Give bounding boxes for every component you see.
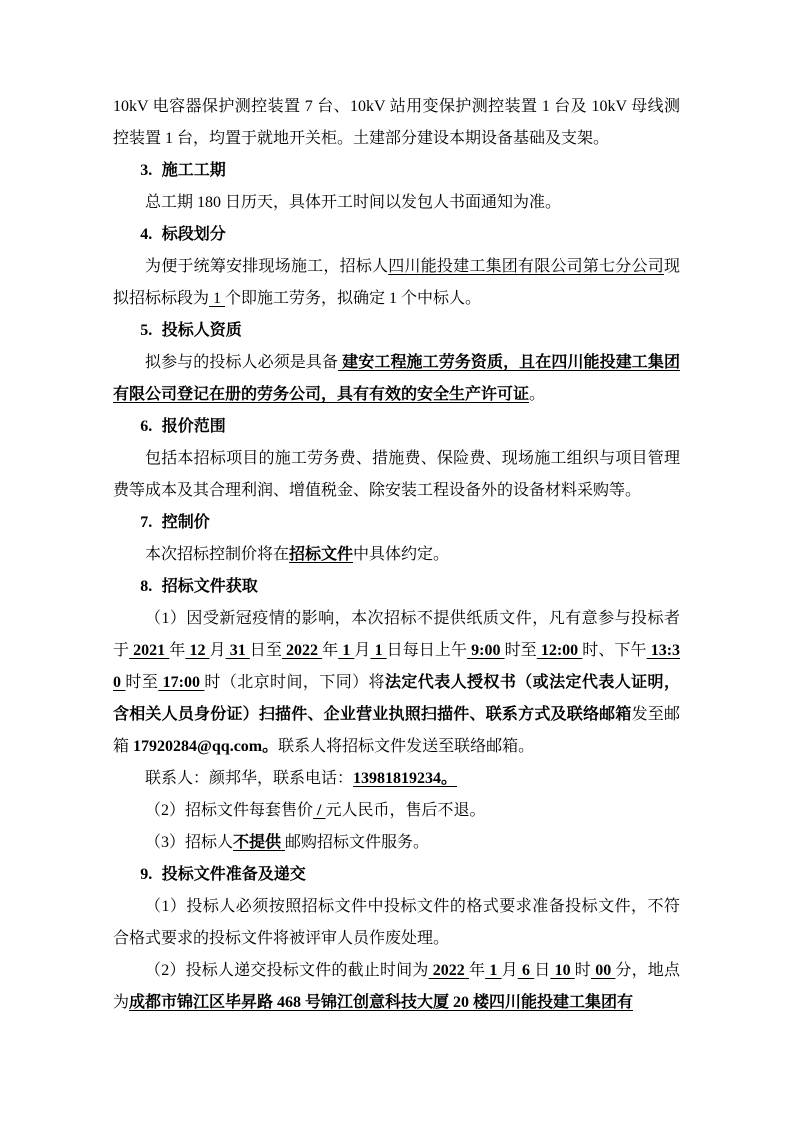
section-heading	[113, 411, 680, 443]
text-run: 不提供	[233, 834, 286, 851]
text-run: 中具体约定。	[353, 546, 450, 563]
text-run: 拟参与的投标人必须是具备	[145, 354, 339, 371]
text-run: /	[313, 802, 326, 819]
text-run: 联系人：颜邦华，联系电话：	[145, 770, 354, 787]
text-run: 成都市锦江区毕昇路 468 号锦江创意科技大厦 20 楼四川能投建工集团有	[129, 994, 634, 1011]
text-run: 13:30	[113, 642, 681, 691]
text-run: 10kV 电容器保护测控装置 7 台、10kV 站用变保护测控装置 1 台及 10kV 母线测控装置 1 台，均置于就地开关柜。土建部分建设本期设备基础及支架。	[113, 98, 680, 147]
paragraph	[113, 891, 680, 955]
text-run: 日	[534, 962, 551, 979]
text-run: 年	[468, 962, 486, 979]
section-number: 3.	[140, 162, 153, 179]
text-run: （2）投标人递交投标文件的截止时间为	[145, 962, 429, 979]
section-title: 控制价	[161, 514, 210, 531]
paragraph	[113, 91, 680, 155]
text-run: 为便于统筹安排现场施工，招标人	[145, 258, 389, 275]
text-run: 年	[322, 642, 339, 659]
section-heading	[113, 219, 680, 251]
text-run: 时（北京时间，下同）将	[204, 674, 385, 691]
paragraph	[113, 347, 680, 411]
paragraph	[113, 795, 680, 827]
section-heading	[113, 315, 680, 347]
section-heading	[113, 507, 680, 539]
text-run: 发至邮箱	[113, 706, 680, 755]
text-run: 2022	[281, 642, 323, 659]
text-run: 1	[370, 642, 387, 659]
text-run: 时、下午	[582, 642, 647, 659]
section-number: 9.	[140, 866, 153, 883]
text-run: 个即施工劳务，拟确定 1 个中标人。	[225, 290, 482, 307]
text-run: 日每日上午	[386, 642, 468, 659]
text-run: 月	[354, 642, 371, 659]
text-run: 12:00	[536, 642, 583, 659]
section-number: 5.	[140, 322, 153, 339]
section-number: 6.	[140, 418, 153, 435]
text-run: 时至	[504, 642, 537, 659]
text-run: （1）因受新冠疫情的影响，本次招标不提供纸质文件，凡有意参与投标者于	[113, 610, 680, 659]
text-run: 招标文件	[289, 546, 354, 563]
text-run: 31	[225, 642, 250, 659]
text-run: 联系人将招标文件发送至联络邮箱。	[278, 738, 535, 755]
text-run: 法定代表人授权书（或法定代表人证明，含相关人员身份证）扫描件、企业营业执照扫描件、联系方式及联络邮箱	[113, 674, 680, 723]
paragraph	[113, 763, 680, 795]
text-run: 总工期 180 日历天，具体开工时间以发包人书面通知为准。	[145, 194, 562, 211]
text-run: 邮购招标文件服务。	[285, 834, 430, 851]
section-title: 施工工期	[161, 162, 226, 179]
text-run: 2022	[428, 962, 469, 979]
text-run: （2）招标文件每套售价	[145, 802, 314, 819]
section-heading	[113, 859, 680, 891]
paragraph	[113, 603, 680, 763]
text-run: 本次招标控制价将在	[145, 546, 290, 563]
text-run: 年	[169, 642, 186, 659]
text-run: 00	[591, 962, 616, 979]
section-heading	[113, 155, 680, 187]
section-number: 8.	[140, 578, 153, 595]
section-title: 报价范围	[161, 418, 226, 435]
paragraph	[113, 187, 680, 219]
text-run: 17:00	[158, 674, 205, 691]
text-run: 时至	[125, 674, 159, 691]
text-run: 建安工程施工劳务资质，且在四川能投建工集团有限公司登记在册的劳务公司，具有有效的安全生产许可证	[113, 354, 680, 403]
section-title: 标段划分	[161, 226, 226, 243]
text-run: 1	[485, 962, 502, 979]
text-run: 时	[574, 962, 591, 979]
text-run: 包括本招标项目的施工劳务费、措施费、保险费、现场施工组织与项目管理费等成本及其合理利润、增值税金、除安装工程设备外的设备材料采购等。	[113, 450, 680, 499]
text-run: 9:00	[467, 642, 505, 659]
section-title: 投标文件准备及递交	[161, 866, 306, 883]
text-run: 。	[529, 386, 546, 403]
text-run: 6	[517, 962, 535, 979]
text-run: （3）招标人	[145, 834, 234, 851]
text-run: 13981819234。	[353, 770, 458, 787]
text-run: 月	[209, 642, 226, 659]
text-run: 现拟招标标段为	[113, 258, 680, 307]
document-content	[113, 91, 680, 1019]
text-run: 1	[338, 642, 355, 659]
text-run: 月	[501, 962, 518, 979]
text-run: 10	[550, 962, 575, 979]
paragraph	[113, 539, 680, 571]
paragraph	[113, 955, 680, 1019]
section-title: 投标人资质	[161, 322, 242, 339]
section-number: 4.	[140, 226, 153, 243]
text-run: 日至	[249, 642, 282, 659]
text-run: 2021	[129, 642, 170, 659]
section-title: 招标文件获取	[161, 578, 258, 595]
paragraph	[113, 443, 680, 507]
section-number: 7.	[140, 514, 153, 531]
paragraph	[113, 251, 680, 315]
section-heading	[113, 571, 680, 603]
text-run: 17920284@qq.com。	[133, 738, 279, 755]
text-run: （1）投标人必须按照招标文件中投标文件的格式要求准备投标文件，不符合格式要求的投标文件将被评审人员作废处理。	[113, 898, 680, 947]
text-run: 分，地点为	[113, 962, 680, 1011]
text-run: 四川能投建工集团有限公司第七分公司	[388, 258, 664, 275]
paragraph	[113, 827, 680, 859]
text-run: 1	[209, 290, 226, 307]
text-run: 元人民币，售后不退。	[325, 802, 486, 819]
text-run: 12	[185, 642, 210, 659]
